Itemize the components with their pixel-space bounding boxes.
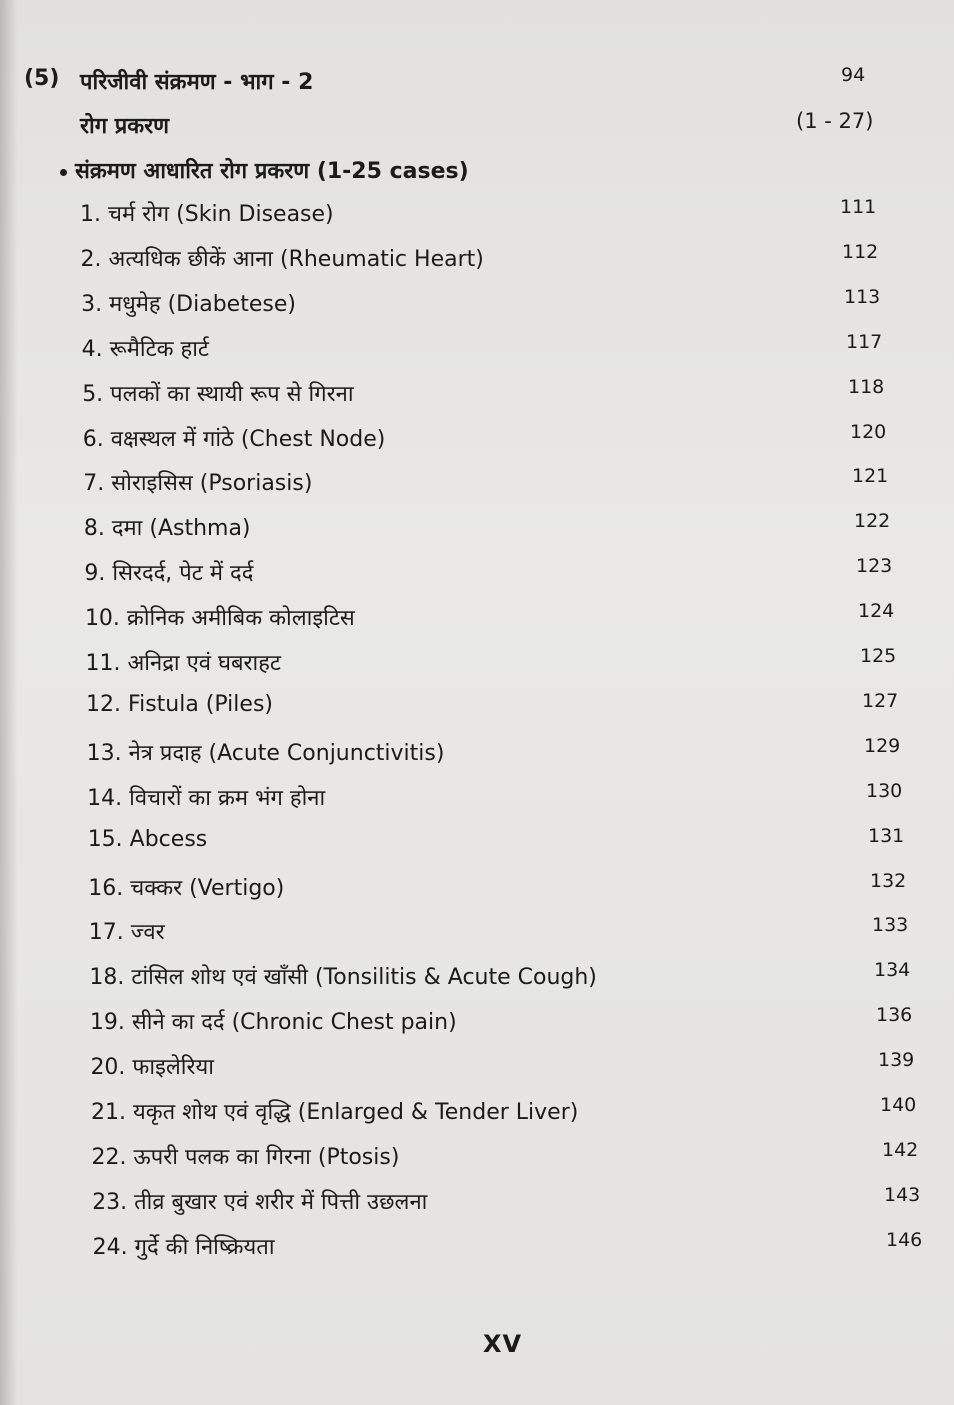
toc-entry: 18. टांसिल शोथ एवं खाँसी (Tonsilitis & Acute Cough)	[89, 965, 597, 991]
toc-entry-page-number: 124	[858, 600, 895, 623]
section-title: परिजीवी संक्रमण - भाग - 2	[80, 70, 314, 95]
toc-entry-page-number: 140	[880, 1094, 917, 1116]
toc-entry: 13. नेत्र प्रदाह (Acute Conjunctivitis)	[86, 740, 445, 766]
toc-entry: 22. ऊपरी पलक का गिरना (Ptosis)	[91, 1144, 400, 1170]
toc-entry: 1. चर्म रोग (Skin Disease)	[80, 202, 334, 227]
toc-entry: 16. चक्कर (Vertigo)	[88, 875, 285, 901]
toc-entry-page-number: 118	[848, 375, 885, 398]
toc-entry-page-number: 125	[860, 645, 897, 667]
toc-entry-page-number: 130	[866, 779, 903, 802]
toc-entry-page-number: 134	[874, 959, 911, 982]
toc-entry: 4. रूमैटिक हार्ट	[81, 336, 210, 362]
toc-entry: 15. Abcess	[87, 826, 208, 852]
toc-entry: 9. सिरदर्द, पेट में दर्द	[84, 561, 254, 587]
toc-entry: 23. तीव्र बुखार एवं शरीर में पित्ती उछलना	[92, 1189, 428, 1215]
toc-entry-page-number: 111	[840, 196, 877, 218]
toc-entry: 7. सोराइसिस (Psoriasis)	[83, 471, 313, 497]
toc-entry: 19. सीने का दर्द (Chronic Chest pain)	[89, 1010, 457, 1036]
toc-entry-page-number: 131	[868, 824, 905, 847]
toc-entry: 17. ज्वर	[88, 920, 165, 946]
toc-entry-page-number: 127	[862, 689, 899, 712]
bullet-icon	[60, 169, 67, 176]
toc-entry-page-number: 113	[844, 285, 881, 308]
toc-entry: 3. मधुमेह (Diabetese)	[81, 291, 296, 317]
toc-entry: 20. फाइलेरिया	[90, 1055, 214, 1081]
toc-entry-page-number: 133	[872, 914, 909, 937]
toc-entry-page-number: 112	[842, 240, 879, 263]
toc-entry-page-number: 121	[852, 465, 889, 488]
toc-entry: 10. क्रोनिक अमीबिक कोलाइटिस	[84, 606, 355, 632]
page-numeral: XV	[483, 1330, 523, 1358]
toc-entry-page-number: 146	[886, 1228, 923, 1251]
group-heading	[60, 155, 469, 185]
toc-entry-page-number: 129	[864, 734, 901, 757]
subheading-title: रोग प्रकरण	[80, 114, 170, 139]
toc-entry-page-number: 122	[854, 510, 891, 533]
toc-entry-page-number: 142	[882, 1138, 919, 1161]
section-number: (5)	[24, 66, 60, 91]
subheading-range: (1 - 27)	[796, 109, 874, 133]
toc-entry-page-number: 143	[884, 1183, 921, 1206]
toc-entry-page-number: 136	[876, 1004, 913, 1027]
toc-entry-page-number: 117	[846, 330, 883, 353]
toc-entry-page-number: 120	[850, 420, 887, 443]
toc-entry: 11. अनिद्रा एवं घबराहट	[85, 651, 281, 676]
section-page-number: 94	[841, 64, 866, 86]
toc-entry: 12. Fistula (Piles)	[86, 691, 273, 717]
toc-entry: 8. दमा (Asthma)	[83, 516, 251, 542]
toc-entry-page-number: 132	[870, 869, 907, 892]
group-title: संक्रमण आधारित रोग प्रकरण (1-25 cases)	[75, 159, 469, 184]
toc-entry: 2. अत्यधिक छीकें आना (Rheumatic Heart)	[80, 246, 484, 272]
toc-entry: 24. गुर्दे की निष्क्रियता	[92, 1234, 275, 1260]
toc-entry: 14. विचारों का क्रम भंग होना	[87, 785, 326, 811]
toc-entry: 21. यकृत शोथ एवं वृद्धि (Enlarged & Tender Liver)	[91, 1100, 579, 1125]
toc-entry-page-number: 123	[856, 555, 893, 578]
toc-entry: 5. पलकों का स्थायी रूप से गिरना	[82, 381, 354, 407]
toc-entry: 6. वक्षस्थल में गांठे (Chest Node)	[82, 426, 386, 452]
page-shadow	[0, 0, 18, 1405]
toc-entry-page-number: 139	[878, 1049, 915, 1072]
